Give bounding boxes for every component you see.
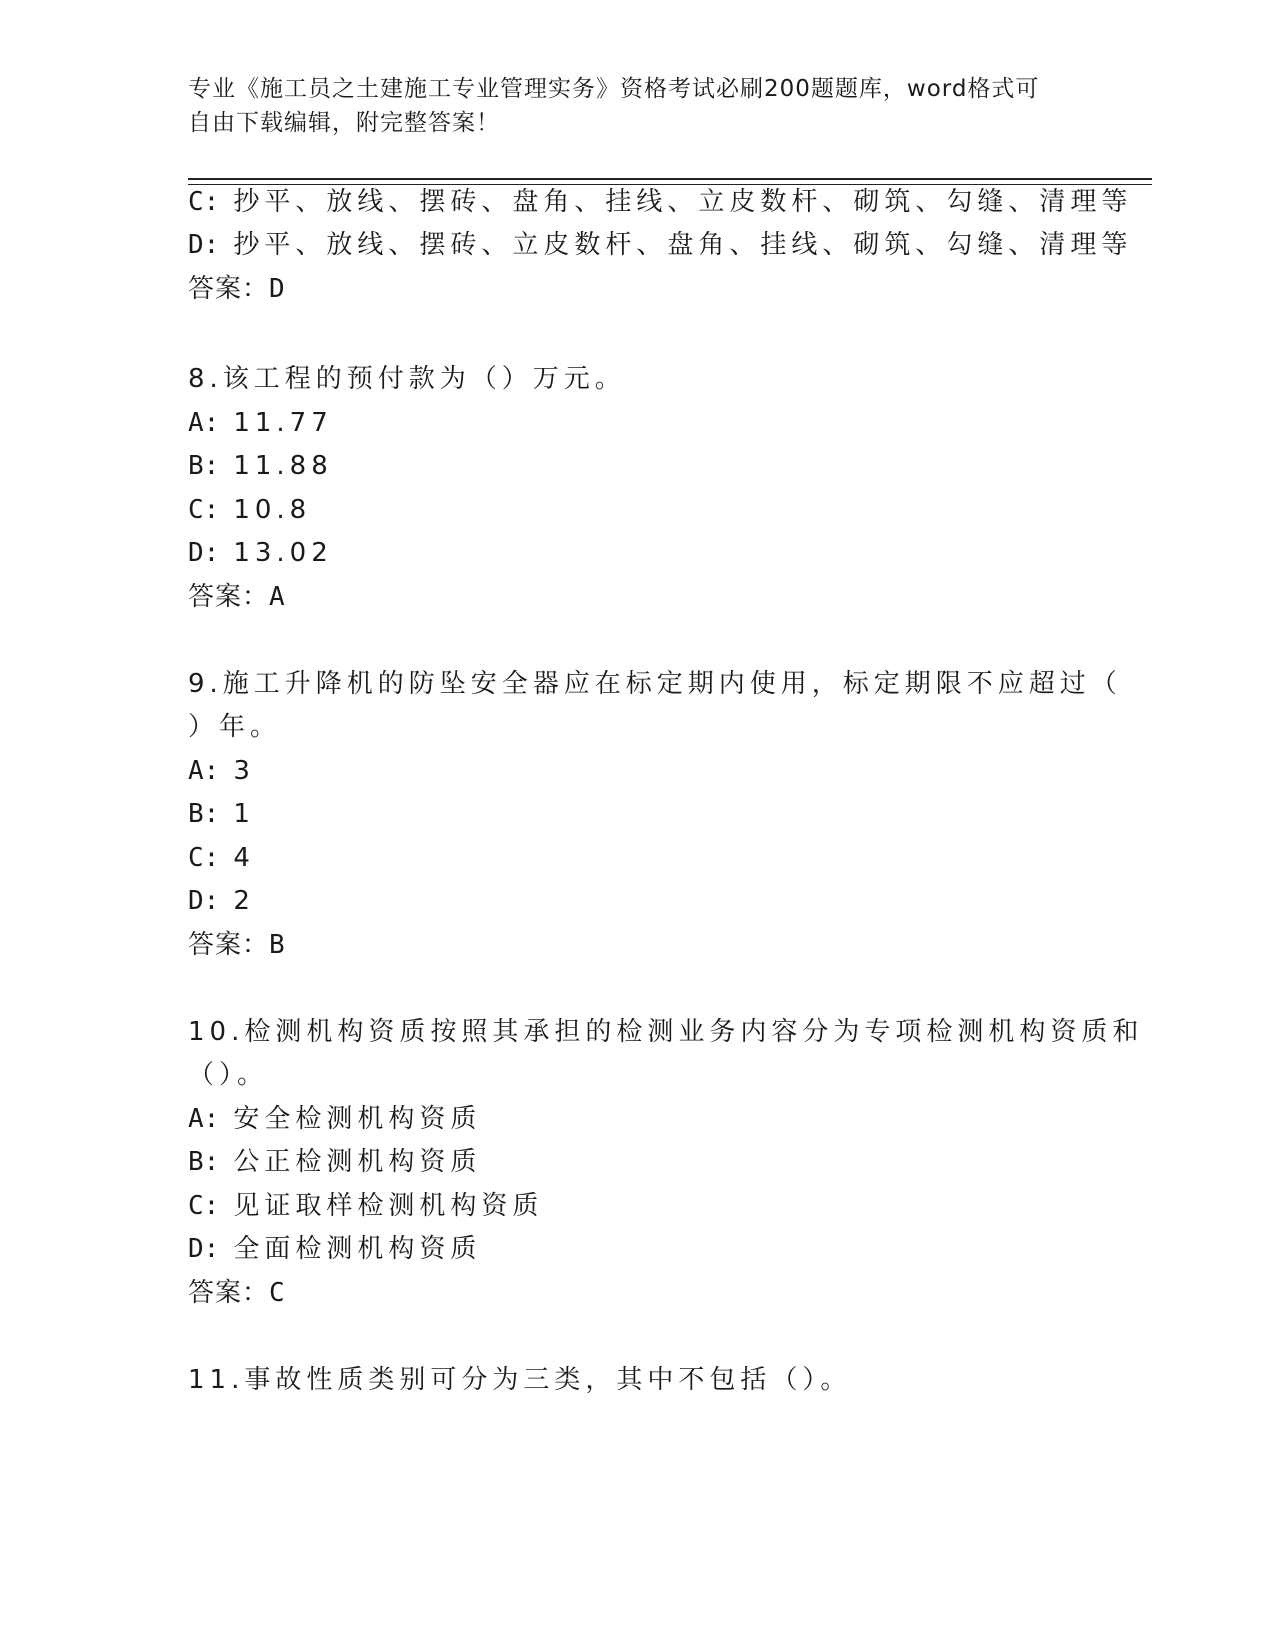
option-label: D: <box>188 1234 220 1264</box>
option-label: D: <box>188 538 220 568</box>
option-text: 4 <box>233 843 255 873</box>
q10-answer <box>188 1276 285 1310</box>
answer-key: C <box>269 1278 285 1308</box>
answer-key: D <box>269 274 285 304</box>
header-divider-thick <box>188 178 1152 180</box>
answer-prefix: 答案： <box>188 930 270 960</box>
answer-prefix: 答案： <box>188 274 270 304</box>
q8-option-a <box>188 406 333 440</box>
option-label: A: <box>188 1104 220 1134</box>
q8-option-c <box>188 493 311 527</box>
option-label: B: <box>188 799 220 829</box>
option-label: D: <box>188 886 220 916</box>
option-label: C: <box>188 1191 220 1221</box>
answer-prefix: 答案： <box>188 1278 270 1308</box>
option-label: B: <box>188 451 220 481</box>
header-title-line1: 专业《施工员之土建施工专业管理实务》资格考试必刷200题题库，word格式可 <box>188 76 1040 102</box>
q10-option-b <box>188 1145 481 1179</box>
q9-option-c <box>188 841 255 875</box>
option-text: 见证取样检测机构资质 <box>233 1191 544 1221</box>
q9-option-b <box>188 797 255 831</box>
q10-option-a <box>188 1102 481 1136</box>
document-header <box>188 72 1068 140</box>
answer-prefix: 答案： <box>188 582 270 612</box>
q10-stem-line2: （）。 <box>188 1060 269 1090</box>
answer-key: B <box>269 930 285 960</box>
q11-stem: 11.事故性质类别可分为三类，其中不包括（）。 <box>188 1365 852 1395</box>
option-label: C: <box>188 187 220 217</box>
option-text: 抄平、放线、摆砖、立皮数杆、盘角、挂线、砌筑、勾缝、清理等 <box>233 230 1133 260</box>
q7-option-d <box>188 228 1132 262</box>
option-text: 全面检测机构资质 <box>233 1234 482 1264</box>
option-label: A: <box>188 756 220 786</box>
q10-option-d <box>188 1232 481 1266</box>
option-label: D: <box>188 230 220 260</box>
header-title-line2: 自由下载编辑，附完整答案！ <box>188 110 500 136</box>
option-text: 2 <box>233 886 255 916</box>
q10-stem-line1: 10.检测机构资质按照其承担的检测业务内容分为专项检测机构资质和 <box>188 1017 1144 1047</box>
q8-option-d <box>188 536 333 570</box>
q9-stem-line1: 9.施工升降机的防坠安全器应在标定期内使用，标定期限不应超过（ <box>188 669 1122 699</box>
q7-option-c <box>188 185 1132 219</box>
option-label: C: <box>188 495 220 525</box>
option-text: 3 <box>233 756 255 786</box>
option-label: B: <box>188 1147 220 1177</box>
q9-option-d <box>188 884 255 918</box>
option-text: 13.02 <box>233 538 333 568</box>
option-text: 11.77 <box>233 408 333 438</box>
q8-stem: 8.该工程的预付款为（）万元。 <box>188 364 626 394</box>
option-text: 公正检测机构资质 <box>233 1147 482 1177</box>
option-text: 安全检测机构资质 <box>233 1104 482 1134</box>
option-text: 抄平、放线、摆砖、盘角、挂线、立皮数杆、砌筑、勾缝、清理等 <box>233 187 1133 217</box>
option-text: 10.8 <box>233 495 312 525</box>
option-label: C: <box>188 843 220 873</box>
option-label: A: <box>188 408 220 438</box>
option-text: 11.88 <box>233 451 333 481</box>
q9-stem-line2: ）年。 <box>188 712 282 742</box>
q9-option-a <box>188 754 255 788</box>
option-text: 1 <box>233 799 255 829</box>
q7-answer <box>188 272 285 306</box>
q8-answer <box>188 580 285 614</box>
answer-key: A <box>269 582 285 612</box>
q9-answer <box>188 928 285 962</box>
q10-option-c <box>188 1189 543 1223</box>
q8-option-b <box>188 449 333 483</box>
